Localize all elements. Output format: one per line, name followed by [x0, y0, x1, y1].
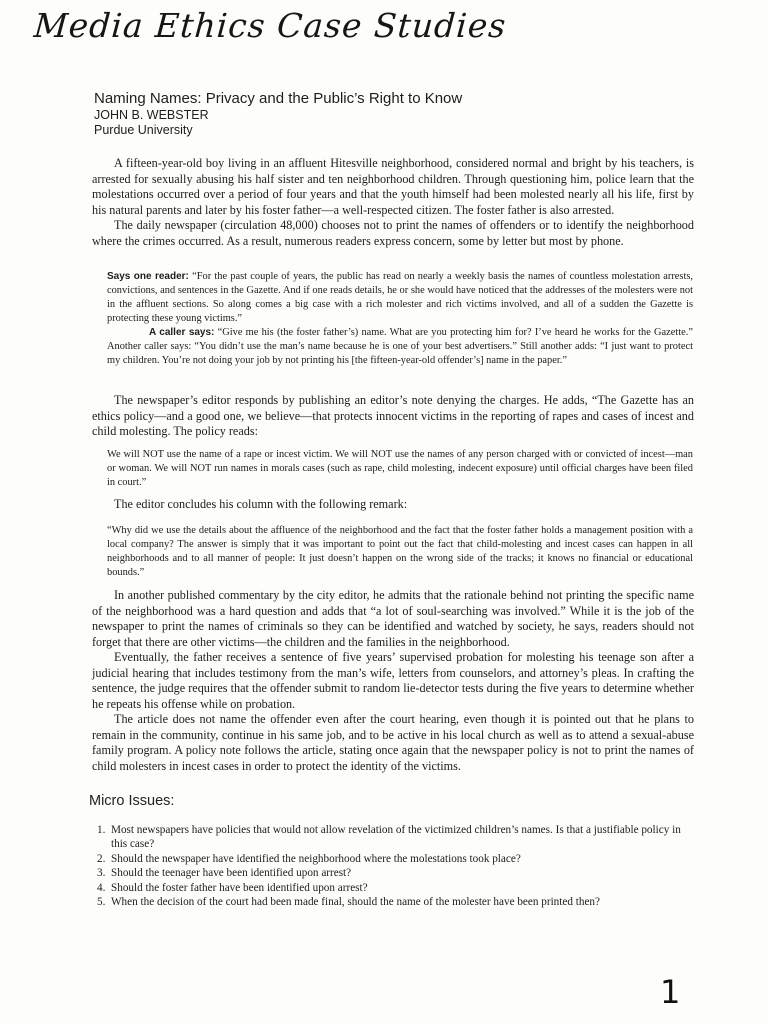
quote-caller [107, 326, 693, 368]
quote-reader-text: “For the past couple of years, the public has read on nearly a weekly basis the names of countless molestation arrests, convictions, and sentences in the Gazette. And if one reads details, he or she would have noticed that the addresses of the molesters were not in the affluent sections. So along comes a big case with a rich molester and rich victims involved, and all of a sudden the Gazette is protecting these young victims.” [107, 271, 693, 324]
page-number: 1 [660, 973, 681, 1011]
list-text: Should the newspaper have identified the neighborhood where the molestations took place? [111, 852, 521, 865]
paragraph-block-3 [92, 497, 694, 513]
paragraph-editor-response: The newspaper’s editor responds by publishing an editor’s note denying the charges. He adds, “The Gazette has an ethics policy—and a good one, we believe—that protects innocent victims in the reporting of rapes and cases of incest and child molesting. The policy reads: [92, 393, 694, 438]
micro-issues-heading: Micro Issues: [89, 793, 175, 809]
list-number: 4. [97, 881, 106, 894]
list-number: 3. [97, 867, 106, 880]
article-header [94, 90, 462, 138]
list-number: 2. [97, 852, 106, 865]
article-title: Naming Names: Privacy and the Public’s Right to Know [94, 90, 463, 107]
paragraph-city-editor: In another published commentary by the city editor, he admits that the rationale behind not printing the specific name of the neighborhood was a hard question and adds that “a lot of soul-searching was involved.” While it is the job of the newspaper to print the names of criminals so they can be identified and watched by society, he says, readers should not forget that there are other victims—the children and the families in the neighborhood. [92, 588, 694, 649]
list-item [97, 895, 689, 909]
paragraph-block-4 [92, 588, 694, 774]
quote-editor-remark: “Why did we use the details about the affluence of the neighborhood and the fact that the foster father holds a management position with a local company? The answer is simply that it was important to point out the fact that child-molesting and incest cases can happen in all neighborhoods and to all manner of people: It just doesn’t happen on the wrong side of the tracks; it knows no financial or educational bounds.” [107, 525, 693, 578]
list-item [97, 852, 689, 866]
paragraph-block-2 [92, 393, 694, 440]
list-item [97, 866, 689, 880]
list-item [97, 881, 689, 895]
paragraph-intro: A fifteen-year-old boy living in an affluent Hitesville neighborhood, considered normal and bright by his teachers, is arrested for sexually abusing his half sister and ten neighborhood children. Through questioning him, police learn that the molestations occurred over a period of four years and that the youth himself had been molested nearly all his life, first by his natural parents and later by his foster father—a well-respected citizen. The foster father is also arrested. [92, 156, 694, 217]
institution: Purdue University [94, 123, 193, 137]
paragraph-article-policy: The article does not name the offender even after the court hearing, even though it is pointed out that he plans to remain in the community, continue in his same job, and to be active in his local church as well as to attend a sexual-abuse family program. A policy note follows the article, stating once again that the newspaper policy is not to print the names of child molesters in incest cases in order to protect the identity of the victims. [92, 712, 694, 773]
micro-issues-list [97, 823, 689, 909]
policy-quote-block [107, 448, 693, 490]
list-text: When the decision of the court had been made final, should the name of the molester have been printed then? [111, 896, 600, 909]
paragraph-sentence: Eventually, the father receives a sentence of five years’ supervised probation for molesting his teenage son after a judicial hearing that includes testimony from the man’s wife, letters from counselors, and attorney’s pleas. In crafting the sentence, the judge requires that the offender submit to random lie-detector tests during the five years to determine whether he repeats his offense while on probation. [92, 650, 694, 711]
handwritten-title: Media Ethics Case Studies [32, 6, 508, 45]
list-text: Most newspapers have policies that would not allow revelation of the victimized children’s names. Is that a justifiable policy in this case? [111, 824, 681, 851]
paragraph-newspaper: The daily newspaper (circulation 48,000) chooses not to print the names of offenders or to identify the neighborhood where the crimes occurred. As a result, numerous readers express concern, some by letter but most by phone. [92, 218, 694, 248]
list-number: 1. [97, 824, 106, 836]
editor-remark-block [107, 524, 693, 580]
quote-policy: We will NOT use the name of a rape or incest victim. We will NOT use the names of any person charged with or convicted of incest—man or woman. We will NOT run names in morals cases (such as rape, child molesting, indecent exposure) until official charges have been filed in court.” [107, 449, 693, 488]
author-name: JOHN B. WEBSTER [94, 108, 209, 122]
list-item [97, 823, 689, 852]
paragraph-block-1 [92, 156, 694, 249]
quote-caller-text: “Give me his (the foster father’s) name. What are you protecting him for? I’ve heard he works for the Gazette.” Another caller says: “You didn’t use the man’s name because he is one of your best advertisers.” Still another adds: “I just want to protect my children. You’re not doing your job by not printing his [the fifteen-year-old offender’s] name in the paper.” [107, 327, 693, 366]
reader-quotes [107, 270, 693, 368]
quote-reader-lead: Says one reader: [107, 271, 189, 282]
list-number: 5. [97, 896, 106, 909]
paragraph-editor-conclusion: The editor concludes his column with the following remark: [114, 497, 408, 511]
list-text: Should the foster father have been identified upon arrest? [111, 881, 368, 894]
quote-reader [107, 270, 693, 326]
quote-caller-lead: A caller says: [149, 327, 215, 338]
list-text: Should the teenager have been identified upon arrest? [111, 867, 352, 880]
